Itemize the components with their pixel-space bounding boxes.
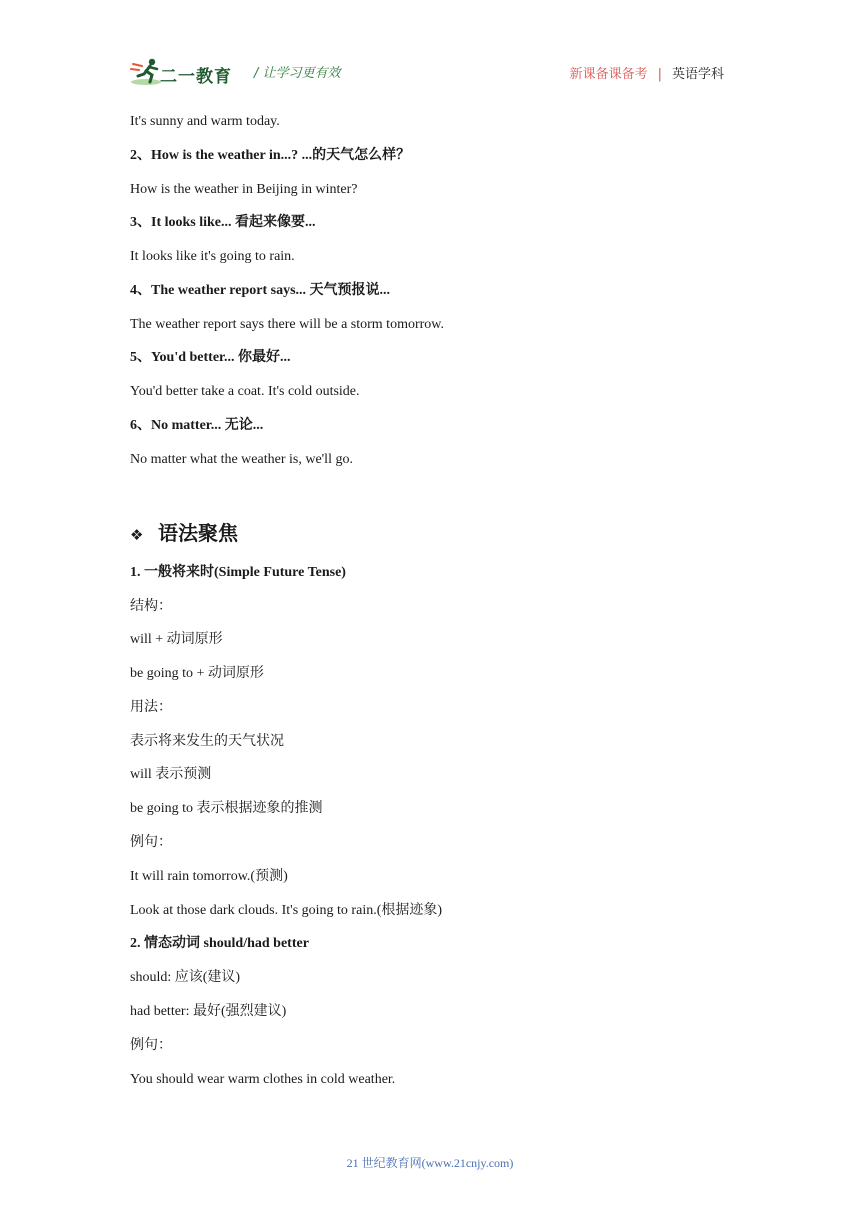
page-header [130, 56, 724, 90]
text-line: It will rain tomorrow.(预测) [130, 869, 288, 884]
text-line: How is the weather in Beijing in winter? [130, 182, 358, 197]
pattern-heading: 6、No matter... 无论... [130, 418, 264, 433]
text-line: had better: 最好(强烈建议) [130, 1004, 287, 1019]
pattern-heading: 5、You'd better... 你最好... [130, 350, 291, 365]
pattern-heading: 3、It looks like... 看起来像要... [130, 215, 316, 230]
text-line: You should wear warm clothes in cold weather. [130, 1072, 396, 1087]
text-line: It's sunny and warm today. [130, 114, 280, 129]
subject-label: 英语学科 [671, 67, 724, 82]
diamond-bullet-icon: ❖ [130, 526, 144, 544]
section-heading [130, 520, 238, 548]
text-line: 用法： [130, 700, 172, 715]
text-line: 例句： [130, 835, 172, 850]
grammar-heading: 1. 一般将来时(Simple Future Tense) [130, 565, 346, 580]
course-label: 新课备课备考 [569, 67, 648, 82]
text-line: be going to + 动词原形 [130, 666, 264, 681]
header-separator: | [657, 67, 662, 82]
grammar-heading: 2. 情态动词 should/had better [130, 936, 309, 951]
text-line: 例句： [130, 1038, 172, 1053]
text-line: You'd better take a coat. It's cold outside. [130, 384, 360, 399]
runner-logo-icon [130, 56, 164, 88]
text-line: 表示将来发生的天气状况 [130, 734, 284, 749]
pattern-heading: 2、How is the weather in...? ...的天气怎么样？ [130, 148, 411, 163]
logo [130, 56, 240, 88]
text-line: be going to 表示根据迹象的推测 [130, 801, 323, 816]
text-line: should: 应该(建议) [130, 970, 241, 985]
text-line: It looks like it's going to rain. [130, 249, 295, 264]
text-line: The weather report says there will be a storm tomorrow. [130, 317, 444, 332]
text-line: 结构： [130, 599, 172, 614]
pattern-heading: 4、The weather report says... 天气预报说... [130, 283, 391, 298]
section-title: 语法聚焦 [158, 521, 238, 545]
text-line: will + 动词原形 [130, 632, 223, 647]
header-right [570, 63, 724, 82]
page-footer: 21 世纪教育网(www.21cnjy.com) [346, 1156, 514, 1170]
logo-text: 二一教育 [160, 67, 232, 87]
slogan: / 让学习更有效 [254, 66, 341, 81]
text-line: Look at those dark clouds. It's going to rain.(根据迹象) [130, 903, 443, 918]
text-line: No matter what the weather is, we'll go. [130, 452, 353, 467]
text-line: will 表示预测 [130, 767, 212, 782]
